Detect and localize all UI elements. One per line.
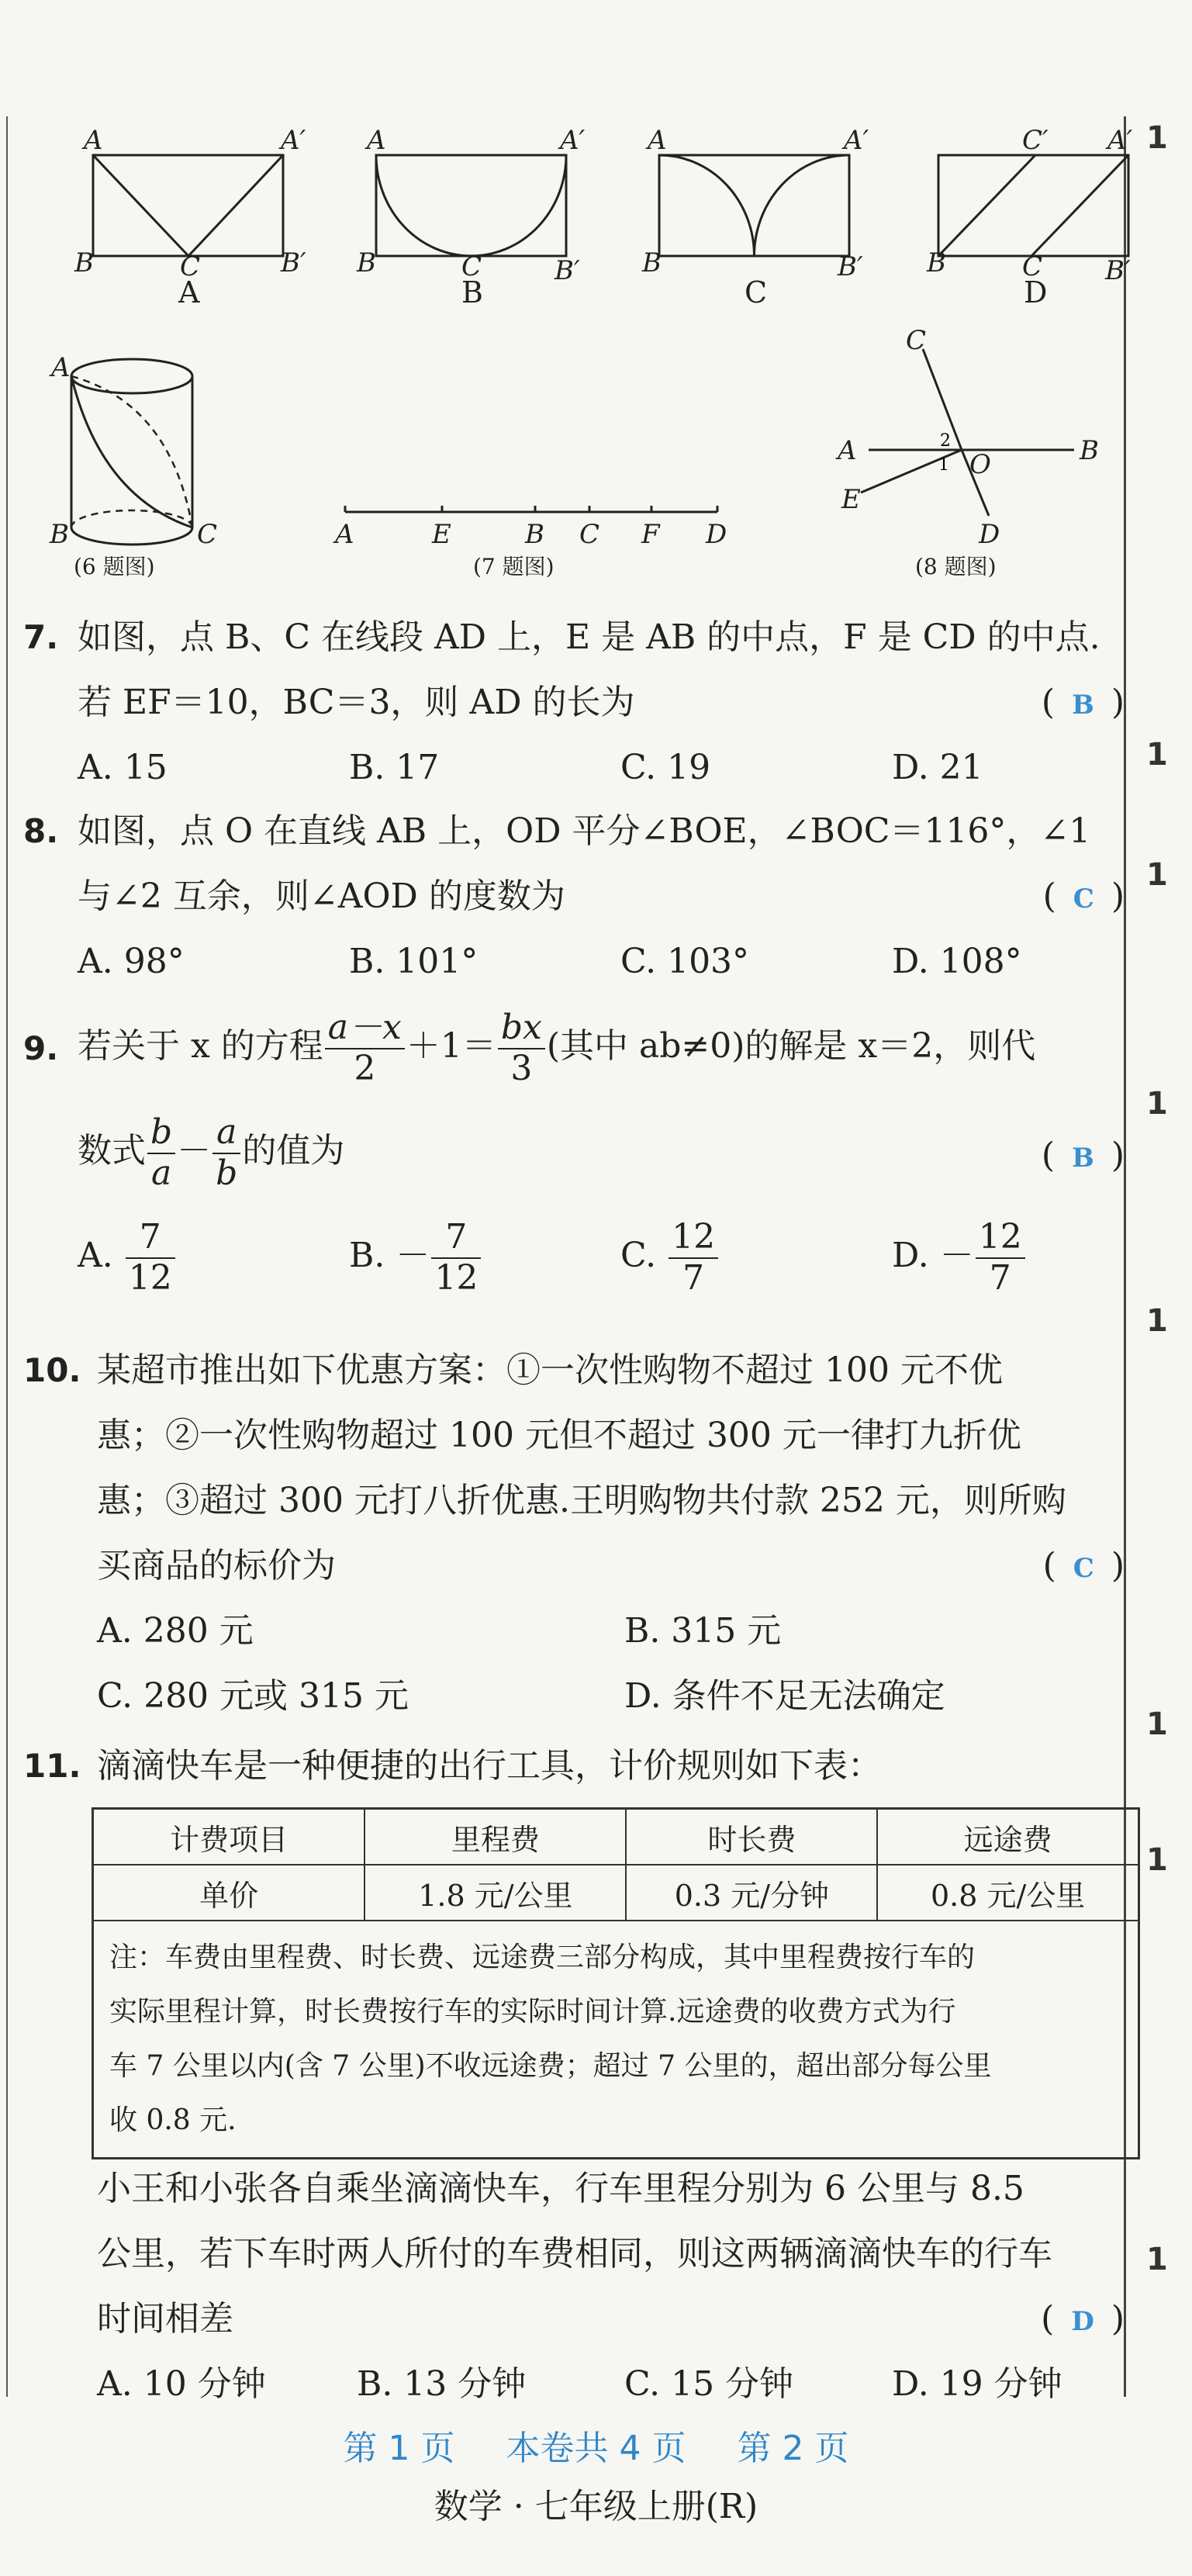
question-text [78, 1113, 344, 1193]
option-c: C. 19 [620, 748, 711, 787]
strip-number: 1 [1146, 1086, 1168, 1122]
option-d: D. － $\frac{12}{7}$ [892, 1218, 1027, 1298]
question-text: 惠；②一次性购物超过 100 元但不超过 300 元一律打九折优 [97, 1416, 1021, 1455]
question-text: 公里，若下车时两人所付的车费相同，则这两辆滴滴快车的行车 [97, 2234, 1052, 2273]
question-7 [23, 605, 1125, 807]
table-cell: 0.3 元/分钟 [626, 1865, 877, 1921]
note-line: 收 0.8 元. [109, 2104, 237, 2136]
fig8-angle-2: 2 [940, 431, 951, 451]
answer-bracket: ( B ) [1041, 683, 1125, 722]
option-c: C. 103° [620, 942, 750, 981]
answer-bracket: ( C ) [1042, 1546, 1125, 1585]
answer-bracket: ( B ) [1041, 1136, 1125, 1175]
fig8-label-o: O [969, 449, 991, 480]
table-header-cell: 计费项目 [93, 1809, 365, 1865]
q9-text-post: 的值为 [242, 1131, 345, 1171]
question-figures [0, 318, 1132, 597]
question-11 [23, 1734, 1125, 1803]
answer-bracket: ( D ) [1041, 2299, 1125, 2339]
fig-b-top-left: A [367, 125, 386, 156]
fig-d-top-mid: C′ [1022, 125, 1049, 156]
table-row [93, 1865, 1139, 1921]
question-number: 11. [23, 1747, 81, 1785]
page-total: 本卷共 4 页 [506, 2429, 686, 2468]
option-figure-b [356, 125, 586, 309]
fig-c-top-right: A′ [844, 125, 869, 156]
note-line: 车 7 公里以内(含 7 公里)不收远途费；超过 7 公里的，超出部分每公里 [109, 2050, 992, 2082]
page-link-2[interactable]: 第 2 页 [737, 2429, 849, 2468]
table-note-row [93, 1921, 1139, 2159]
q9-text-post: (其中 ab≠0)的解是 x＝2，则代 [546, 1026, 1036, 1067]
book-title: 数学 · 七年级上册(R) [434, 2487, 758, 2526]
option-b: B. 17 [349, 748, 440, 787]
fig6-label-b: B [50, 519, 69, 550]
option-a: A. 280 元 [97, 1611, 254, 1651]
fig-a-bottom-right: B′ [281, 247, 306, 278]
question-number: 7. [23, 618, 59, 656]
fig8-label-d: D [979, 519, 1000, 550]
question-text: 某超市推出如下优惠方案：①一次性购物不超过 100 元不优 [97, 1350, 1003, 1390]
page-link-1[interactable]: 第 1 页 [343, 2429, 455, 2468]
option-a: A. 98° [78, 942, 185, 981]
fig-b-caption: B [461, 275, 483, 309]
fig-b-bottom-right: B′ [555, 255, 580, 286]
q9-text-pre: 若关于 x 的方程 [78, 1026, 323, 1067]
option-b: B. 13 分钟 [357, 2364, 527, 2404]
note-line: 注：车费由里程费、时长费、远途费三部分构成，其中里程费按行车的 [109, 1942, 976, 1973]
fig-c-bottom-right: B′ [838, 251, 863, 282]
option-a: A. $\frac{7}{12}$ [78, 1218, 177, 1298]
question-8 [23, 799, 1125, 1001]
option-a: A. 15 [78, 748, 168, 787]
question-9 [23, 1008, 1125, 1334]
answer-letter: C [1073, 883, 1094, 915]
question-text: 滴滴快车是一种便捷的出行工具，计价规则如下表： [97, 1746, 882, 1786]
option-b: B. － $\frac{7}{12}$ [349, 1218, 482, 1298]
option-d: D. 108° [892, 942, 1022, 981]
fig-d-bottom-mid: C [1022, 251, 1043, 282]
strip-number: 1 [1146, 857, 1168, 893]
strip-number: 1 [1146, 1303, 1168, 1339]
option-d: D. 21 [892, 748, 983, 787]
option-b: B. 315 元 [624, 1611, 782, 1651]
figure-8-angles [835, 325, 1099, 579]
fig-c-caption: C [745, 275, 768, 309]
fig6-label-a: A [51, 352, 71, 383]
fig7-point-c: C [579, 519, 600, 550]
question-text: 小王和小张各自乘坐滴滴快车，行车里程分别为 6 公里与 8.5 [97, 2169, 1024, 2208]
fee-table [92, 1807, 1140, 2159]
table-header-cell: 远途费 [877, 1809, 1138, 1865]
fig-b-bottom-left: B [357, 247, 376, 278]
fig-d-caption: D [1024, 275, 1048, 309]
answer-bracket: ( C ) [1042, 877, 1125, 916]
figure-7-segment [333, 506, 727, 579]
option-figures [0, 116, 1132, 318]
table-header-cell: 时长费 [626, 1809, 877, 1865]
fig7-point-f: F [641, 519, 660, 550]
option-d: D. 条件不足无法确定 [624, 1676, 945, 1716]
strip-number: 1 [1146, 120, 1168, 156]
table-header-cell: 里程费 [365, 1809, 626, 1865]
table-cell: 1.8 元/公里 [365, 1865, 626, 1921]
fig8-label-a: A [838, 435, 857, 466]
strip-number: 1 [1146, 1706, 1168, 1742]
option-c: C. $\frac{12}{7}$ [620, 1218, 720, 1298]
question-text [78, 1008, 1035, 1088]
strip-number: 1 [1146, 2242, 1168, 2277]
fig-a-bottom-left: B [74, 247, 94, 278]
fig7-point-a: A [335, 519, 354, 550]
fig-c-bottom-left: B [642, 247, 662, 278]
fig7-point-d: D [706, 519, 727, 550]
fig8-caption: (8 题图) [915, 554, 997, 579]
fig6-label-c: C [197, 519, 218, 550]
fig-d-top-right: A′ [1107, 125, 1132, 156]
option-d: D. 19 分钟 [892, 2364, 1062, 2404]
fraction: $\frac{bx}{3}$ [498, 1008, 545, 1088]
option-figure-d [926, 125, 1132, 309]
fig8-label-e: E [841, 484, 861, 515]
option-c: C. 15 分钟 [624, 2364, 794, 2404]
table-note [93, 1921, 1139, 2159]
fig-a-caption: A [178, 275, 200, 309]
fig7-point-e: E [432, 519, 451, 550]
fig6-caption: (6 题图) [74, 554, 155, 579]
table-cell: 0.8 元/公里 [877, 1865, 1138, 1921]
fig-d-bottom-right: B′ [1105, 255, 1131, 286]
fig-a-bottom-mid: C [180, 251, 201, 282]
figure-6-cylinder [49, 352, 217, 579]
fig-b-bottom-mid: C [461, 251, 482, 282]
fig-c-top-left: A [648, 125, 667, 156]
strip-number: 1 [1146, 1842, 1168, 1878]
option-a: A. 10 分钟 [97, 2364, 266, 2404]
next-page-strip [1138, 0, 1192, 2576]
question-number: 8. [23, 812, 59, 850]
answer-letter: B [1072, 690, 1094, 721]
fig-b-top-right: A′ [560, 125, 586, 156]
question-text: 如图，点 B、C 在线段 AD 上，E 是 AB 的中点，F 是 CD 的中点. [78, 617, 1100, 657]
table-header-row [93, 1809, 1139, 1865]
answer-letter: C [1073, 1553, 1094, 1584]
option-figure-a [74, 125, 306, 309]
question-number: 9. [23, 1029, 59, 1067]
fig-d-bottom-left: B [927, 247, 946, 278]
question-text: 惠；③超过 300 元打八折优惠.王明购物共付款 252 元，则所购 [97, 1481, 1066, 1520]
table-cell: 单价 [93, 1865, 365, 1921]
question-text: 如图，点 O 在直线 AB 上，OD 平分∠BOE，∠BOC＝116°，∠1 [78, 811, 1091, 851]
answer-letter: B [1072, 1143, 1094, 1174]
fig-a-top-right: A′ [281, 125, 306, 156]
q9-text-pre: 数式 [78, 1131, 146, 1171]
fig8-label-c: C [906, 325, 927, 356]
fig-a-top-left: A [84, 125, 103, 156]
question-text: 与∠2 互余，则∠AOD 的度数为 [78, 877, 565, 916]
fraction: $\frac{a-x}{2}$ [325, 1008, 405, 1088]
question-number: 10. [23, 1351, 81, 1389]
question-11-continued [23, 2156, 1125, 2420]
option-figure-c [641, 125, 869, 309]
note-line: 实际里程计算，时长费按行车的实际时间计算.远途费的收费方式为行 [109, 1996, 956, 2028]
question-text: 时间相差 [97, 2299, 233, 2339]
fig7-point-b: B [525, 519, 544, 550]
strip-number: 1 [1146, 737, 1168, 773]
fraction: $\frac{b}{a}$ [147, 1113, 175, 1193]
q9-text-mid: ＋1＝ [406, 1026, 496, 1067]
question-text: 买商品的标价为 [97, 1546, 336, 1585]
q9-text-mid: － [177, 1131, 212, 1171]
fig8-angle-1: 1 [938, 455, 949, 475]
question-10 [23, 1338, 1125, 1726]
option-c: C. 280 元或 315 元 [97, 1676, 409, 1716]
fraction: $\frac{a}{b}$ [212, 1113, 240, 1193]
fig8-label-b: B [1080, 435, 1099, 466]
answer-letter: D [1071, 2306, 1094, 2337]
question-text: 若 EF＝10，BC＝3，则 AD 的长为 [78, 683, 635, 722]
page-navigation [0, 2420, 1192, 2470]
option-b: B. 101° [349, 942, 479, 981]
fig7-caption: (7 题图) [473, 554, 555, 579]
